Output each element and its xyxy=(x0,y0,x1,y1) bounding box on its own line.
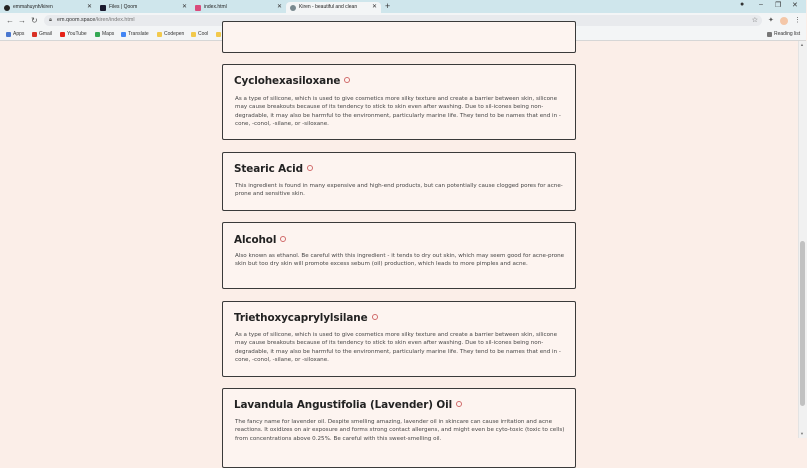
ingredient-description: This ingredient is found in many expensive and high-end products, but can potentially cause clogged pores for acne-prone and sensitive skin. xyxy=(235,183,563,198)
ingredient-description: Also known as ethanol. Be careful with this ingredient - it tends to dry out skin, which may seem good for acne-prone skin but too dry skin will promote excess sebum (oil) production, which leads to more pimples and acne. xyxy=(235,253,565,268)
folder-icon xyxy=(216,32,221,37)
tab-title: index.html xyxy=(204,4,227,10)
ingredient-card xyxy=(222,152,576,211)
bookmark-codepen[interactable]: Codepen xyxy=(157,30,184,39)
close-icon[interactable]: ✕ xyxy=(276,4,282,10)
reload-icon[interactable]: ↻ xyxy=(31,16,38,25)
page-content xyxy=(0,41,798,442)
ingredient-card xyxy=(222,388,576,468)
profile-menu-icon[interactable]: ● xyxy=(740,1,745,8)
github-icon xyxy=(4,5,10,11)
scrollbar-thumb[interactable] xyxy=(800,241,805,406)
extensions-icon[interactable]: ✦ xyxy=(768,17,774,24)
html-file-icon xyxy=(195,5,201,11)
ingredient-card xyxy=(222,64,576,140)
info-icon[interactable] xyxy=(344,77,350,83)
ingredient-card xyxy=(222,222,576,289)
ingredient-description: As a type of silicone, which is used to give cosmetics more silky texture and create a barrier between skin, silicone may cause breakouts because of its tendency to stick to skin even after washing. Due to sil-icones being non-degradable, it may also be harmful to the environment, particularly marine life. They tend to be names that end in -cone, -conol, -silane, or -siloxane. xyxy=(235,96,561,127)
bookmark-maps[interactable]: Maps xyxy=(95,30,114,39)
page-scrollbar[interactable] xyxy=(798,41,807,438)
tab-title: Files | Qoom xyxy=(109,4,138,10)
scroll-up-icon[interactable]: ▲ xyxy=(800,42,804,47)
ingredient-title: Triethoxycaprylylsilane xyxy=(234,312,378,324)
folder-icon xyxy=(157,32,162,37)
more-menu-icon[interactable]: ⋮ xyxy=(794,17,801,24)
reading-list[interactable]: Reading list xyxy=(767,30,800,39)
tab-index-html[interactable] xyxy=(191,2,286,13)
info-icon[interactable] xyxy=(372,314,378,320)
bookmark-apps[interactable]: Apps xyxy=(6,30,24,39)
forward-icon[interactable]: → xyxy=(18,16,26,25)
maximize-icon[interactable]: ❐ xyxy=(775,2,782,9)
bookmark-star-icon[interactable]: ☆ xyxy=(751,17,758,24)
ingredient-card xyxy=(222,21,576,53)
tab-github[interactable] xyxy=(0,2,96,13)
ingredient-card xyxy=(222,301,576,377)
tab-qoom-files[interactable] xyxy=(96,2,191,13)
globe-icon xyxy=(290,5,296,11)
tab-title: Kiren - beautiful and clean xyxy=(299,4,358,10)
reading-list-icon xyxy=(767,32,772,37)
back-icon[interactable]: ← xyxy=(6,16,14,25)
ingredient-description: As a type of silicone, which is used to give cosmetics more silky texture and create a barrier between skin, silicone may cause breakouts because of its tendency to stick to skin even after washing. Due to sil-icones being non-degradable, it may also be harmful to the environment, particularly marine life. They tend to be names that end in -cone, -conol, -silane, or -siloxane. xyxy=(235,332,561,363)
close-icon[interactable]: ✕ xyxy=(86,4,92,10)
ingredient-title: Alcohol xyxy=(234,234,286,246)
bookmark-gmail[interactable]: Gmail xyxy=(32,30,52,39)
bookmark-translate[interactable]: Translate xyxy=(121,30,149,39)
tab-strip xyxy=(0,0,806,13)
ingredient-title: Cyclohexasiloxane xyxy=(234,75,350,87)
lock-icon: 🔒︎ xyxy=(49,17,52,23)
folder-icon xyxy=(191,32,196,37)
close-window-icon[interactable]: ✕ xyxy=(792,2,798,9)
bookmark-cool[interactable]: Cool xyxy=(191,30,208,39)
bookmark-youtube[interactable]: YouTube xyxy=(60,30,87,39)
info-icon[interactable] xyxy=(280,236,286,242)
new-tab-button[interactable]: + xyxy=(385,1,391,11)
ingredient-title: Stearic Acid xyxy=(234,163,313,175)
avatar[interactable] xyxy=(780,17,788,25)
close-icon[interactable]: ✕ xyxy=(371,4,377,10)
gmail-icon xyxy=(32,32,37,37)
tab-kiren[interactable] xyxy=(286,2,381,13)
close-icon[interactable]: ✕ xyxy=(181,4,187,10)
tab-title: emmahuynh/kiren xyxy=(13,4,53,10)
scroll-down-icon[interactable]: ▼ xyxy=(800,431,804,436)
ingredient-title: Lavandula Angustifolia (Lavender) Oil xyxy=(234,399,462,411)
info-icon[interactable] xyxy=(456,401,462,407)
translate-icon xyxy=(121,32,126,37)
youtube-icon xyxy=(60,32,65,37)
qoom-icon xyxy=(100,5,106,11)
maps-icon xyxy=(95,32,100,37)
ingredient-description: The fancy name for lavender oil. Despite smelling amazing, lavender oil in skincare can cause irritation and acne reactions. It oxidizes on air exposure and forms strong contact allergens, and might even be cyto-toxic (toxic to cells) from concentrations above 0.25%. Be careful with this sweet-smelling oil. xyxy=(235,419,565,442)
info-icon[interactable] xyxy=(307,165,313,171)
url-text: em.qoom.space/kiren/index.html xyxy=(57,17,135,23)
minimize-icon[interactable]: – xyxy=(759,1,763,8)
apps-grid-icon xyxy=(6,32,11,37)
